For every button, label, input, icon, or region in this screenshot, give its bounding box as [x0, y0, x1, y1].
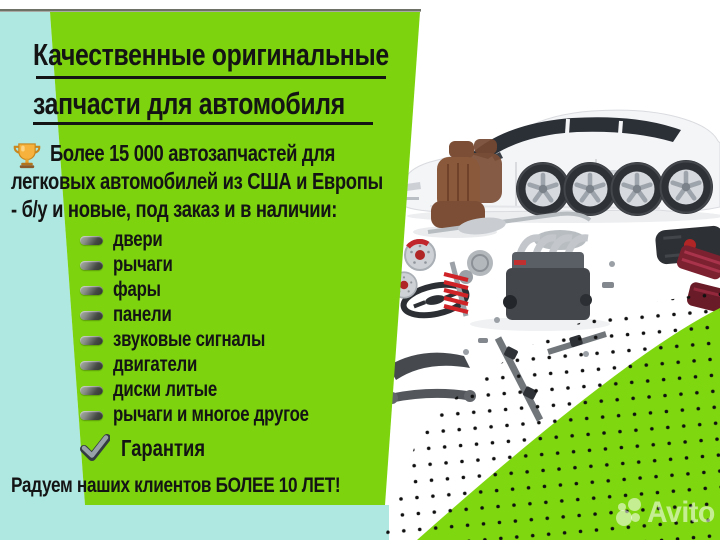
guarantee-label: Гарантия [121, 434, 206, 461]
headline-underline-2 [33, 122, 373, 125]
metal-bar-icon [80, 286, 103, 295]
intro-line1: Более 15 000 автозапчастей для [50, 140, 336, 166]
metal-bar-icon [80, 336, 103, 345]
list-item: рычаги и многое другое [80, 403, 358, 427]
control-arm [388, 353, 470, 380]
trophy-icon [13, 141, 41, 169]
list-item: двигатели [80, 353, 218, 377]
list-item: двери [80, 228, 175, 252]
engine-block [503, 230, 592, 320]
list-item: диски литые [80, 378, 243, 402]
list-item: фары [80, 278, 173, 302]
avito-dots-logo [616, 510, 632, 526]
intro-line3: - б/у и новые, под заказ и в наличии: [11, 196, 338, 222]
metal-bar-icon [80, 311, 103, 320]
metal-bar-icon [80, 236, 103, 245]
check-icon [80, 434, 110, 462]
metal-bar-icon [80, 411, 103, 420]
metal-bar-icon [80, 361, 103, 370]
avito-dots-logo [631, 513, 640, 522]
list-item: рычаги [80, 253, 188, 277]
list-item: панели [80, 303, 186, 327]
guarantee-row [80, 434, 226, 462]
top-hairline [0, 9, 421, 12]
intro-line2: легковых автомобилей из США и Европы [11, 168, 383, 194]
metal-bar-icon [80, 386, 103, 395]
tagline: Радуем наших клиентов БОЛЕЕ 10 ЛЕТ! [11, 473, 341, 497]
avito-dots-logo [628, 498, 641, 511]
list-item: звуковые сигналы [80, 328, 303, 352]
avito-brand-text: Avito [647, 496, 715, 529]
metal-bar-icon [80, 261, 103, 270]
headline-underline-1 [36, 76, 386, 79]
headline-line2: запчасти для автомобиля [33, 86, 345, 121]
avito-watermark [612, 495, 720, 537]
headline-line1: Качественные оригинальные [33, 37, 389, 72]
